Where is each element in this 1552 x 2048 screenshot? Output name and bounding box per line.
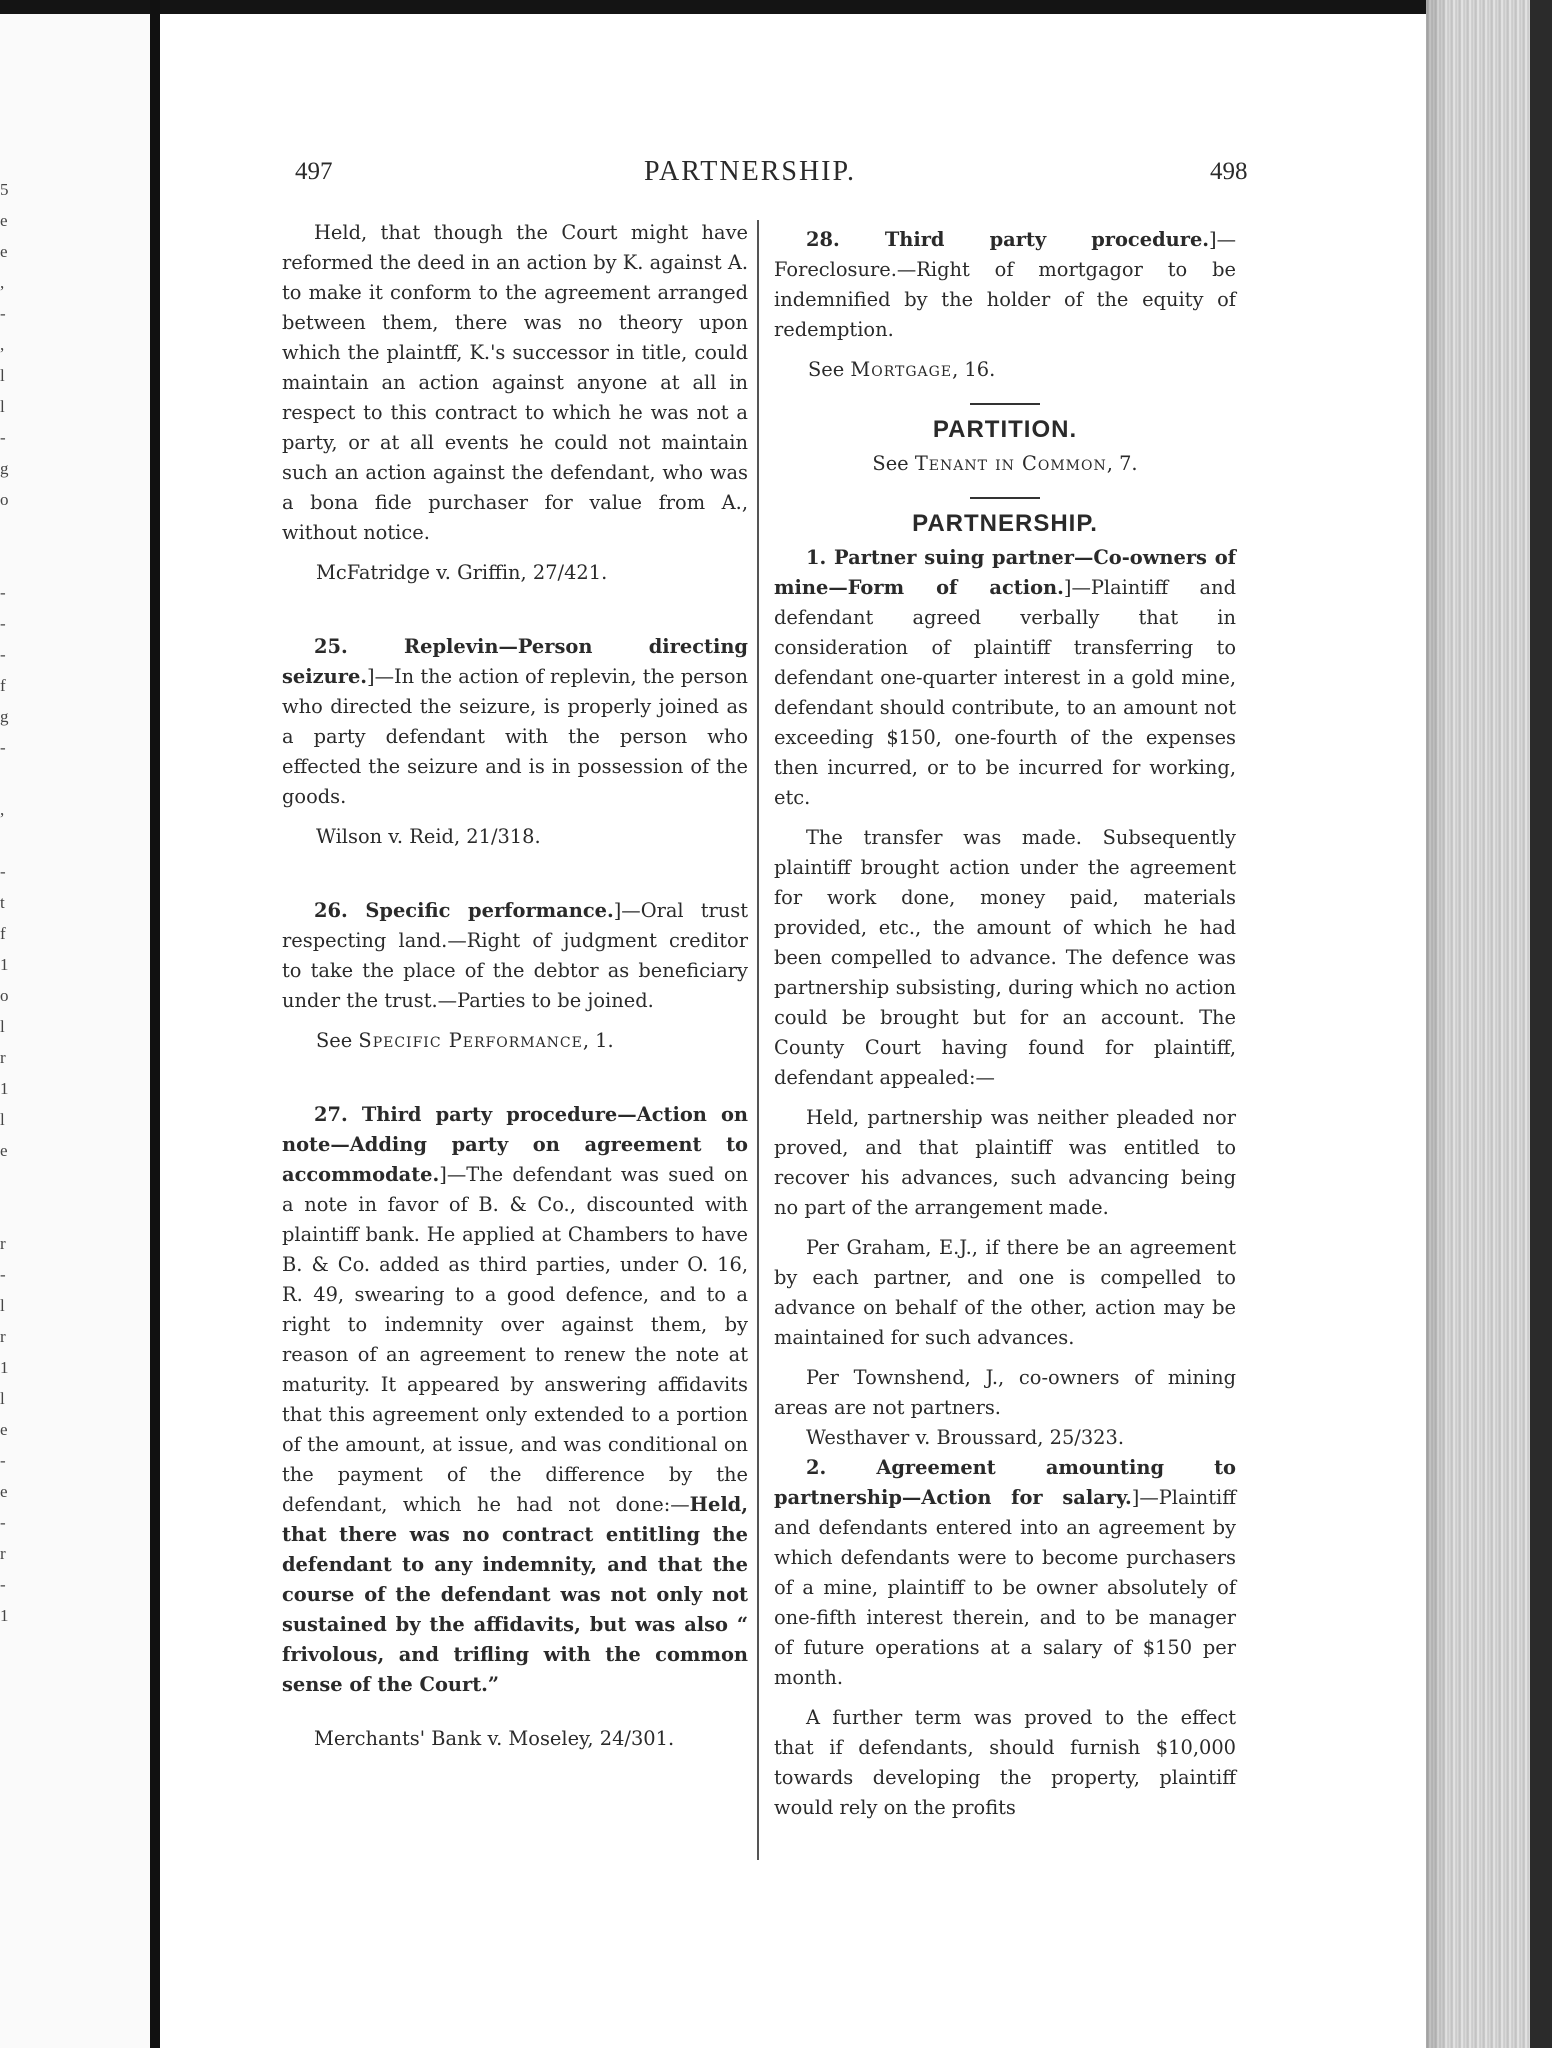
facing-page-fragment: r — [0, 1544, 6, 1563]
see-prefix: See — [808, 358, 845, 381]
facing-page-fragment: - — [0, 614, 6, 633]
facing-page-fragment: t — [0, 893, 5, 912]
column-divider — [757, 220, 759, 1860]
entry-1-text: ]—Plaintiff and defendant agreed verbally that in consideration of plaintiff transferring to defendant one-quarter interest in a gold mine, defendant should contribute, to an amount not exceeding $150, one-fourth of the expenses then incurred, or to be incurred for working, etc. — [774, 576, 1236, 809]
citation-1: Westhaver v. Broussard, 25/323. — [806, 1426, 1124, 1449]
book-cover-edge — [1530, 0, 1552, 2048]
facing-page-fragment: r — [0, 1048, 6, 1067]
citation-27: Merchants' Bank v. Moseley, 24/301. — [314, 1727, 675, 1750]
citation-25: Wilson v. Reid, 21/318. — [316, 825, 541, 848]
facing-page-fragment — [0, 825, 24, 856]
see-suffix: , 7. — [1106, 452, 1138, 475]
book-gutter — [150, 0, 160, 2048]
page-number-right: 498 — [1210, 158, 1248, 185]
facing-page-fragment: l — [0, 1017, 5, 1036]
facing-page-fragment: l — [0, 366, 5, 385]
entry-28 — [774, 225, 1236, 345]
entry-2 — [774, 1453, 1236, 1693]
facing-page-fragment: , — [0, 273, 5, 292]
section-title-partnership: PARTNERSHIP. — [912, 510, 1098, 537]
facing-page-fragment: - — [0, 428, 6, 447]
facing-page-fragment: l — [0, 397, 5, 416]
facing-page-fragment: l — [0, 1389, 5, 1408]
entry-26-heading: 26. Specific performance. — [314, 899, 614, 922]
entry-28-heading: 28. Third party procedure. — [806, 228, 1210, 251]
facing-page-fragment: - — [0, 738, 6, 757]
facing-page-fragment — [0, 763, 24, 794]
facing-page-fragment: l — [0, 1296, 5, 1315]
entry-1-para-4: Per Graham, E.J., if there be an agreement by each partner, and one is compelled to advance on behalf of the other, action may be maintained for such advances. — [774, 1236, 1236, 1349]
facing-page-fragment: o — [0, 986, 9, 1005]
page-number-left: 497 — [295, 158, 333, 185]
facing-page-fragment: - — [0, 645, 6, 664]
section-rule — [970, 497, 1040, 499]
facing-page-fragment: o — [0, 490, 9, 509]
entry-24-held: Held, that though the Court might have reformed the deed in an action by K. against A. to make it conform to the agreement arranged between them, there was no theory upon which the plaintff, K.'s successor in title, could maintain an action against anyone at all in respect to this contract to which he was not a party, or at all events he could not maintain such an action against the defendant, who was a bona fide purchaser for value from A., without notice. — [282, 221, 748, 544]
entry-2-text: ]—Plaintiff and defendants entered into an agreement by which defendants were to become purchasers of a mine, plaintiff to be owner absolutely of one-fifth interest therein, and to be manager of future operations at a salary of $150 per month. — [774, 1486, 1236, 1689]
facing-page-fragment: e — [0, 242, 8, 261]
cross-reference: Mortgage — [850, 358, 953, 381]
entry-1-para-2: The transfer was made. Subsequently plaintiff brought action under the agreement for work done, money paid, materials provided, etc., the amount of which he had been compelled to advance. The defence was partnership subsisting, during which no action could be brought but for an account. The County Court having found for plaintiff, defendant appealed:— — [774, 826, 1236, 1089]
entry-25-text: ]—In the action of replevin, the person who directed the seizure, is properly joined as a party defendant with the person who effected the seizure and is in possession of the goods. — [282, 665, 748, 808]
cross-reference: Tenant in Common — [914, 452, 1107, 475]
facing-page-fragment: - — [0, 583, 6, 602]
section-title-partition: PARTITION. — [932, 416, 1078, 443]
entry-1-para-3: Held, partnership was neither pleaded nor proved, and that plaintiff was entitled to recover his advances, such advancing being no part of the arrangement made. — [774, 1106, 1236, 1219]
see-suffix: , 16. — [952, 358, 996, 381]
facing-page-fragment: f — [0, 924, 6, 943]
facing-page-fragment: 1 — [0, 955, 9, 974]
entry-26 — [282, 896, 748, 1016]
facing-page-fragment: 1 — [0, 1606, 9, 1625]
right-column — [774, 225, 1236, 1823]
running-head: PARTNERSHIP. — [644, 156, 856, 187]
see-also-26 — [282, 1026, 748, 1056]
facing-page-fragment — [0, 515, 24, 546]
facing-page-fragment: e — [0, 1420, 8, 1439]
see-also-partition — [774, 449, 1236, 479]
facing-page-fragment: e — [0, 1141, 8, 1160]
facing-page-fragment: g — [0, 459, 9, 478]
page-stack-shadow — [1426, 0, 1448, 2048]
facing-page-text-fragments — [0, 174, 24, 1854]
entry-2-para-2: A further term was proved to the effect that if defendants, should furnish $10,000 towards developing the property, plaintiff would rely on the profits — [774, 1706, 1236, 1819]
entry-27-heading: 27. Third party procedure—Action on note—Adding party on agreement to accommodate. — [282, 1103, 748, 1186]
facing-page-fragment: e — [0, 1482, 8, 1501]
entry-27-held: Held, that there was no contract entitling the defendant to any indemnity, and that the course of the defendant was not only not sustained by the affidavits, but was also “ frivolous, and trifling with the common sense of the Court.” — [282, 1493, 748, 1696]
facing-page-fragment — [0, 1166, 24, 1197]
see-also-28 — [774, 355, 1236, 385]
facing-page-fragment: , — [0, 335, 5, 354]
facing-page-fragment: e — [0, 211, 8, 230]
entry-2-heading: 2. Agreement amounting to partnership—Action for salary. — [774, 1456, 1236, 1509]
facing-page-fragment — [0, 546, 24, 577]
facing-page-fragment: r — [0, 1234, 6, 1253]
facing-page-fragment: 1 — [0, 1079, 9, 1098]
citation-24: McFatridge v. Griffin, 27/421. — [316, 561, 608, 584]
entry-25 — [282, 632, 748, 812]
entry-27-text: ]—The defendant was sued on a note in favor of B. & Co., discounted with plaintiff bank. He applied at Chambers to have B. & Co. added as third parties, under O. 16, R. 49, swearing to a good defence, and to a right to indemnity over against them, by reason of an agreement to renew the note at maturity. It appeared by answering affidavits that this agreement only extended to a portion of the amount, at issue, and was conditional on the payment of the difference by the defendant, which he had not done:— — [282, 1163, 748, 1516]
see-prefix: See — [872, 452, 909, 475]
facing-page-fragment: 5 — [0, 180, 9, 199]
facing-page-fragment: - — [0, 1513, 6, 1532]
facing-page-fragment: - — [0, 862, 6, 881]
facing-page-fragment: - — [0, 1575, 6, 1594]
facing-page-fragment: f — [0, 676, 6, 695]
entry-1-heading: 1. Partner suing partner—Co-owners of mine—Form of action. — [774, 546, 1236, 599]
entry-28-text: ]—Foreclosure.—Right of mortgagor to be indemnified by the holder of the equity of redemption. — [774, 228, 1236, 341]
facing-page-fragment: , — [0, 800, 5, 819]
entry-27 — [282, 1100, 748, 1700]
entry-25-heading: 25. Replevin—Person directing seizure. — [282, 635, 748, 688]
book-top-edge — [0, 0, 1552, 14]
facing-page-fragment: r — [0, 1327, 6, 1346]
facing-page-fragment — [0, 1197, 24, 1228]
facing-page-fragment: l — [0, 1110, 5, 1129]
facing-page-fragment: - — [0, 304, 6, 323]
see-suffix: , 1. — [582, 1029, 614, 1052]
facing-page-fragment: g — [0, 707, 9, 726]
entry-1-para-5: Per Townshend, J., co-owners of mining areas are not partners. — [774, 1366, 1236, 1419]
entry-1 — [774, 543, 1236, 813]
facing-page-edge — [0, 14, 150, 2048]
facing-page-fragment: - — [0, 1265, 6, 1284]
cross-reference: Specific Performance — [358, 1029, 583, 1052]
left-column — [282, 218, 748, 1754]
see-prefix: See — [316, 1029, 353, 1052]
facing-page-fragment: - — [0, 1451, 6, 1470]
facing-page-fragment: 1 — [0, 1358, 9, 1377]
section-rule — [970, 403, 1040, 405]
entry-26-text: ]—Oral trust respecting land.—Right of judgment creditor to take the place of the debtor as beneficiary under the trust.—Parties to be joined. — [282, 899, 748, 1012]
